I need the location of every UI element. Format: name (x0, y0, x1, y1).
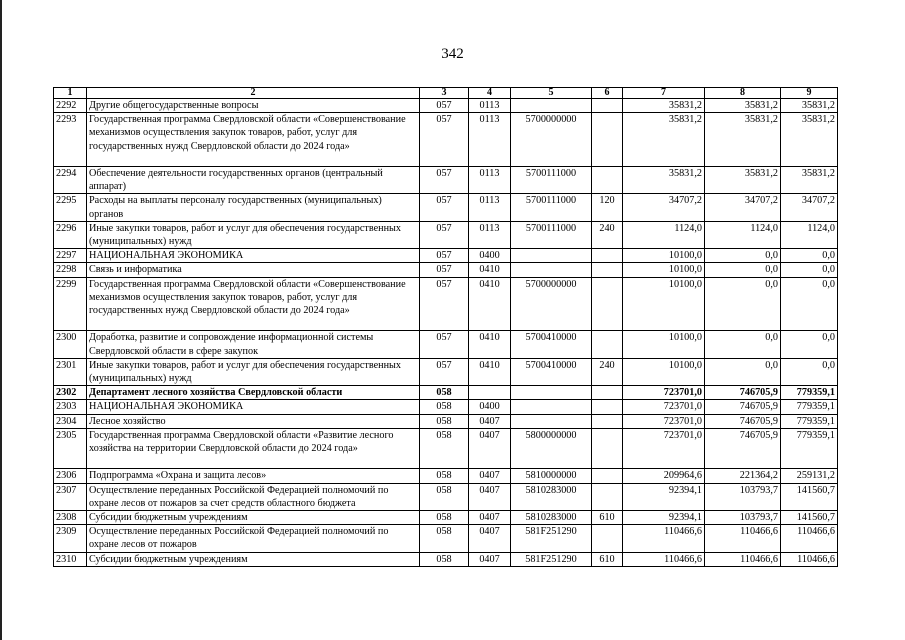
row-name: Расходы на выплаты персоналу государственных (муниципальных) органов (87, 194, 420, 221)
row-name: Осуществление переданных Российской Федерацией полномочий по охране лесов от пожаров (87, 525, 420, 552)
scan-edge (0, 0, 2, 640)
amount-year-3: 35831,2 (781, 113, 838, 167)
section-code: 0410 (469, 358, 511, 385)
amount-year-1: 723701,0 (623, 414, 705, 428)
table-row (54, 358, 838, 385)
column-header: 2 (87, 88, 420, 99)
column-header: 3 (420, 88, 469, 99)
section-code: 0113 (469, 194, 511, 221)
amount-year-1: 723701,0 (623, 386, 705, 400)
table-row (54, 525, 838, 552)
admin-code: 057 (420, 249, 469, 263)
admin-code: 057 (420, 113, 469, 167)
table-row (54, 428, 838, 469)
row-name: Доработка, развитие и сопровождение информационной системы Свердловской области в сфере закупок (87, 331, 420, 358)
table-row (54, 400, 838, 414)
table-row (54, 194, 838, 221)
amount-year-3: 779359,1 (781, 386, 838, 400)
table-body (54, 99, 838, 567)
column-header: 9 (781, 88, 838, 99)
row-name: Государственная программа Свердловской области «Совершенствование механизмов осуществления закупок товаров, работ, услуг для государственных нужд Свердловской области до 2024 года» (87, 277, 420, 331)
amount-year-3: 779359,1 (781, 400, 838, 414)
expense-type-code (592, 113, 623, 167)
section-code: 0407 (469, 483, 511, 510)
amount-year-2: 0,0 (705, 358, 781, 385)
admin-code: 057 (420, 99, 469, 113)
section-code: 0113 (469, 99, 511, 113)
column-header: 8 (705, 88, 781, 99)
target-code: 5700111000 (511, 221, 592, 248)
amount-year-3: 0,0 (781, 358, 838, 385)
budget-table (53, 87, 838, 567)
row-number: 2296 (54, 221, 87, 248)
amount-year-3: 110466,6 (781, 525, 838, 552)
expense-type-code (592, 400, 623, 414)
target-code (511, 414, 592, 428)
admin-code: 057 (420, 167, 469, 194)
expense-type-code (592, 249, 623, 263)
row-number: 2310 (54, 552, 87, 566)
target-code (511, 263, 592, 277)
amount-year-2: 35831,2 (705, 113, 781, 167)
row-name: Лесное хозяйство (87, 414, 420, 428)
amount-year-2: 0,0 (705, 249, 781, 263)
row-number: 2294 (54, 167, 87, 194)
amount-year-1: 10100,0 (623, 249, 705, 263)
expense-type-code (592, 277, 623, 331)
amount-year-3: 779359,1 (781, 428, 838, 469)
table-row (54, 552, 838, 566)
row-number: 2309 (54, 525, 87, 552)
admin-code: 057 (420, 358, 469, 385)
table-header-row (54, 88, 838, 99)
amount-year-1: 35831,2 (623, 113, 705, 167)
table-row (54, 469, 838, 483)
amount-year-2: 0,0 (705, 331, 781, 358)
amount-year-3: 259131,2 (781, 469, 838, 483)
row-name: Иные закупки товаров, работ и услуг для обеспечения государственных (муниципальных) нужд (87, 358, 420, 385)
section-code: 0407 (469, 428, 511, 469)
target-code: 5700000000 (511, 113, 592, 167)
admin-code: 057 (420, 194, 469, 221)
target-code: 5700000000 (511, 277, 592, 331)
amount-year-2: 0,0 (705, 277, 781, 331)
section-code: 0410 (469, 263, 511, 277)
expense-type-code (592, 167, 623, 194)
admin-code: 058 (420, 428, 469, 469)
amount-year-2: 103793,7 (705, 483, 781, 510)
row-number: 2302 (54, 386, 87, 400)
section-code: 0113 (469, 113, 511, 167)
row-name: Иные закупки товаров, работ и услуг для обеспечения государственных (муниципальных) нужд (87, 221, 420, 248)
row-number: 2298 (54, 263, 87, 277)
amount-year-2: 34707,2 (705, 194, 781, 221)
amount-year-3: 35831,2 (781, 167, 838, 194)
row-number: 2307 (54, 483, 87, 510)
expense-type-code (592, 469, 623, 483)
row-name: Связь и информатика (87, 263, 420, 277)
amount-year-1: 92394,1 (623, 511, 705, 525)
column-header: 6 (592, 88, 623, 99)
amount-year-2: 746705,9 (705, 400, 781, 414)
table-row (54, 263, 838, 277)
expense-type-code (592, 99, 623, 113)
row-name: Осуществление переданных Российской Федерацией полномочий по охране лесов от пожаров за счет средств областного бюджета (87, 483, 420, 510)
expense-type-code: 240 (592, 221, 623, 248)
section-code: 0400 (469, 249, 511, 263)
table-row (54, 331, 838, 358)
expense-type-code (592, 414, 623, 428)
admin-code: 057 (420, 263, 469, 277)
amount-year-2: 110466,6 (705, 525, 781, 552)
table-row (54, 511, 838, 525)
target-code: 5700410000 (511, 331, 592, 358)
amount-year-3: 0,0 (781, 331, 838, 358)
target-code: 5700111000 (511, 194, 592, 221)
amount-year-2: 1124,0 (705, 221, 781, 248)
amount-year-1: 209964,6 (623, 469, 705, 483)
row-number: 2299 (54, 277, 87, 331)
row-name: Другие общегосударственные вопросы (87, 99, 420, 113)
target-code: 5810283000 (511, 483, 592, 510)
amount-year-2: 221364,2 (705, 469, 781, 483)
amount-year-2: 35831,2 (705, 99, 781, 113)
table-row (54, 113, 838, 167)
expense-type-code (592, 263, 623, 277)
amount-year-1: 723701,0 (623, 400, 705, 414)
row-number: 2304 (54, 414, 87, 428)
amount-year-3: 0,0 (781, 277, 838, 331)
amount-year-1: 92394,1 (623, 483, 705, 510)
amount-year-1: 10100,0 (623, 263, 705, 277)
amount-year-2: 35831,2 (705, 167, 781, 194)
admin-code: 058 (420, 511, 469, 525)
row-name: Государственная программа Свердловской области «Развитие лесного хозяйства на территории Свердловской области до 2024 года» (87, 428, 420, 469)
expense-type-code (592, 483, 623, 510)
amount-year-3: 141560,7 (781, 511, 838, 525)
admin-code: 058 (420, 469, 469, 483)
expense-type-code: 610 (592, 511, 623, 525)
amount-year-1: 110466,6 (623, 552, 705, 566)
admin-code: 058 (420, 525, 469, 552)
row-number: 2306 (54, 469, 87, 483)
column-header: 7 (623, 88, 705, 99)
amount-year-3: 0,0 (781, 263, 838, 277)
admin-code: 058 (420, 552, 469, 566)
amount-year-3: 141560,7 (781, 483, 838, 510)
amount-year-2: 0,0 (705, 263, 781, 277)
expense-type-code: 240 (592, 358, 623, 385)
section-code: 0407 (469, 414, 511, 428)
amount-year-2: 746705,9 (705, 386, 781, 400)
row-name: НАЦИОНАЛЬНАЯ ЭКОНОМИКА (87, 400, 420, 414)
row-number: 2303 (54, 400, 87, 414)
target-code: 5700410000 (511, 358, 592, 385)
table-row (54, 249, 838, 263)
row-number: 2295 (54, 194, 87, 221)
target-code: 5800000000 (511, 428, 592, 469)
amount-year-3: 34707,2 (781, 194, 838, 221)
amount-year-3: 35831,2 (781, 99, 838, 113)
expense-type-code (592, 331, 623, 358)
row-name: Обеспечение деятельности государственных органов (центральный аппарат) (87, 167, 420, 194)
table-row (54, 277, 838, 331)
admin-code: 058 (420, 386, 469, 400)
table-row (54, 414, 838, 428)
target-code: 5810283000 (511, 511, 592, 525)
admin-code: 057 (420, 221, 469, 248)
expense-type-code (592, 428, 623, 469)
section-code (469, 386, 511, 400)
row-name: Подпрограмма «Охрана и защита лесов» (87, 469, 420, 483)
amount-year-1: 35831,2 (623, 167, 705, 194)
row-number: 2301 (54, 358, 87, 385)
section-code: 0407 (469, 469, 511, 483)
amount-year-3: 779359,1 (781, 414, 838, 428)
section-code: 0410 (469, 277, 511, 331)
target-code (511, 249, 592, 263)
table-row (54, 483, 838, 510)
table-row (54, 386, 838, 400)
amount-year-1: 1124,0 (623, 221, 705, 248)
amount-year-1: 34707,2 (623, 194, 705, 221)
table-row (54, 221, 838, 248)
row-number: 2297 (54, 249, 87, 263)
row-number: 2293 (54, 113, 87, 167)
row-name: Субсидии бюджетным учреждениям (87, 511, 420, 525)
row-number: 2305 (54, 428, 87, 469)
column-header: 5 (511, 88, 592, 99)
row-name: Государственная программа Свердловской области «Совершенствование механизмов осуществления закупок товаров, работ, услуг для государственных нужд Свердловской области до 2024 года» (87, 113, 420, 167)
section-code: 0407 (469, 552, 511, 566)
amount-year-2: 110466,6 (705, 552, 781, 566)
row-number: 2292 (54, 99, 87, 113)
amount-year-1: 10100,0 (623, 277, 705, 331)
amount-year-3: 110466,6 (781, 552, 838, 566)
admin-code: 057 (420, 331, 469, 358)
table-row (54, 99, 838, 113)
target-code: 581F251290 (511, 552, 592, 566)
section-code: 0113 (469, 167, 511, 194)
amount-year-2: 746705,9 (705, 428, 781, 469)
row-name: Субсидии бюджетным учреждениям (87, 552, 420, 566)
row-name: НАЦИОНАЛЬНАЯ ЭКОНОМИКА (87, 249, 420, 263)
target-code (511, 400, 592, 414)
page-number: 342 (441, 46, 464, 62)
amount-year-1: 110466,6 (623, 525, 705, 552)
target-code: 5700111000 (511, 167, 592, 194)
row-number: 2308 (54, 511, 87, 525)
amount-year-3: 1124,0 (781, 221, 838, 248)
target-code (511, 386, 592, 400)
row-name: Департамент лесного хозяйства Свердловской области (87, 386, 420, 400)
section-code: 0400 (469, 400, 511, 414)
amount-year-2: 746705,9 (705, 414, 781, 428)
expense-type-code (592, 386, 623, 400)
amount-year-1: 10100,0 (623, 331, 705, 358)
row-number: 2300 (54, 331, 87, 358)
amount-year-1: 10100,0 (623, 358, 705, 385)
section-code: 0407 (469, 525, 511, 552)
amount-year-3: 0,0 (781, 249, 838, 263)
amount-year-1: 723701,0 (623, 428, 705, 469)
admin-code: 058 (420, 483, 469, 510)
expense-type-code: 120 (592, 194, 623, 221)
column-header: 4 (469, 88, 511, 99)
target-code: 5810000000 (511, 469, 592, 483)
expense-type-code (592, 525, 623, 552)
amount-year-1: 35831,2 (623, 99, 705, 113)
admin-code: 058 (420, 414, 469, 428)
target-code (511, 99, 592, 113)
section-code: 0407 (469, 511, 511, 525)
expense-type-code: 610 (592, 552, 623, 566)
section-code: 0113 (469, 221, 511, 248)
section-code: 0410 (469, 331, 511, 358)
amount-year-2: 103793,7 (705, 511, 781, 525)
column-header: 1 (54, 88, 87, 99)
table-row (54, 167, 838, 194)
target-code: 581F251290 (511, 525, 592, 552)
admin-code: 057 (420, 277, 469, 331)
admin-code: 058 (420, 400, 469, 414)
